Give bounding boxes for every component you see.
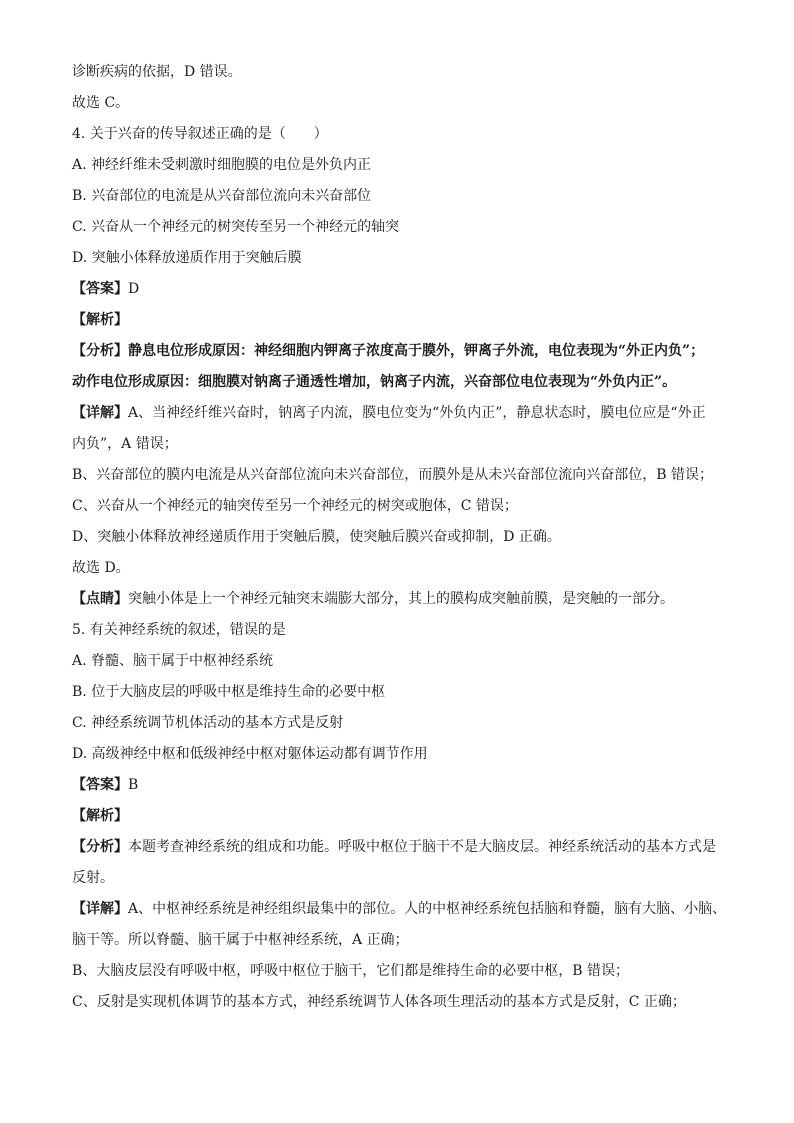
question-4-analysis-heading (72, 310, 732, 330)
dianjing-tag: 【点睛】 (72, 591, 128, 607)
question-4-option-b: B. 兴奋部位的电流是从兴奋部位流向未兴奋部位 (72, 188, 372, 204)
question-5-xiangjie-b: B、大脑皮层没有呼吸中枢，呼吸中枢位于脑干，它们都是维持生命的必要中枢，B 错误； (72, 963, 630, 979)
fenxi-tag: 【分析】 (72, 343, 128, 359)
text-line-2: 故选 C。 (72, 95, 130, 111)
question-5-xiangjie-line-2: 脑干等。所以脊髓、脑干属于中枢神经系统，A 正确； (72, 932, 409, 948)
question-5-option-d: D. 高级神经中枢和低级神经中枢对躯体运动都有调节作用 (72, 746, 428, 762)
question-4-dianjing: 【点睛】突触小体是上一个神经元轴突末端膨大部分，其上的膜构成突触前膜，是突触的一部分。 (72, 591, 674, 607)
question-5-answer: 【答案】B (72, 777, 139, 793)
question-5-xiangjie-c: C、反射是实现机体调节的基本方式，神经系统调节人体各项生理活动的基本方式是反射，C 正确； (72, 994, 686, 1010)
xiangjie-tag: 【详解】 (72, 901, 128, 917)
question-4-choice: 故选 D。 (72, 560, 130, 576)
xiangjie-tag: 【详解】 (72, 405, 128, 421)
text-line-1: 诊断疾病的依据，D 错误。 (72, 64, 242, 80)
question-5-option-b: B. 位于大脑皮层的呼吸中枢是维持生命的必要中枢 (72, 684, 386, 700)
question-4-fenxi-line-2: 动作电位形成原因：细胞膜对钠离子通透性增加，钠离子内流，兴奋部位电位表现为“外负内正”。 (72, 374, 677, 390)
question-5-option-c: C. 神经系统调节机体活动的基本方式是反射 (72, 715, 344, 731)
analysis-tag: 【解析】 (72, 808, 128, 824)
question-4-fenxi-line-1: 【分析】静息电位形成原因：神经细胞内钾离子浓度高于膜外，钾离子外流，电位表现为“外正内负”； (72, 343, 705, 359)
analysis-tag: 【解析】 (72, 312, 128, 328)
question-4-stem: 4. 关于兴奋的传导叙述正确的是（ ） (72, 126, 328, 142)
question-5-fenxi-line-1: 【分析】本题考查神经系统的组成和功能。呼吸中枢位于脑干不是大脑皮层。神经系统活动的基本方式是 (72, 839, 716, 855)
question-4-xiangjie-line-2: 内负”，A 错误； (72, 436, 178, 452)
question-4-xiangjie-d: D、突触小体释放神经递质作用于突触后膜，使突触后膜兴奋或抑制，D 正确。 (72, 529, 561, 545)
question-5-stem: 5. 有关神经系统的叙述，错误的是 (72, 622, 286, 638)
question-5-xiangjie-line-1: 【详解】A、中枢神经系统是神经组织最集中的部位。人的中枢神经系统包括脑和脊髓，脑有大脑、小脑、 (72, 901, 727, 917)
question-4-option-c: C. 兴奋从一个神经元的树突传至另一个神经元的轴突 (72, 219, 400, 235)
document-page (72, 62, 732, 1023)
question-5-option-a: A. 脊髓、脑干属于中枢神经系统 (72, 653, 274, 669)
question-5-analysis-heading (72, 806, 732, 826)
question-4-answer: 【答案】D (72, 281, 140, 297)
answer-tag: 【答案】 (72, 777, 128, 793)
answer-tag: 【答案】 (72, 281, 128, 297)
question-4-option-d: D. 突触小体释放递质作用于突触后膜 (72, 250, 302, 266)
question-5-fenxi-line-2: 反射。 (72, 870, 114, 886)
fenxi-tag: 【分析】 (72, 839, 128, 855)
question-4-xiangjie-c: C、兴奋从一个神经元的轴突传至另一个神经元的树突或胞体，C 错误； (72, 498, 518, 514)
question-4-xiangjie-b: B、兴奋部位的膜内电流是从兴奋部位流向未兴奋部位，而膜外是从未兴奋部位流向兴奋部位，B 错误； (72, 467, 714, 483)
question-4-option-a: A. 神经纤维未受刺激时细胞膜的电位是外负内正 (72, 157, 372, 173)
question-4-xiangjie-line-1: 【详解】A、当神经纤维兴奋时，钠离子内流，膜电位变为“外负内正”，静息状态时，膜电位应是“外正 (72, 405, 706, 421)
